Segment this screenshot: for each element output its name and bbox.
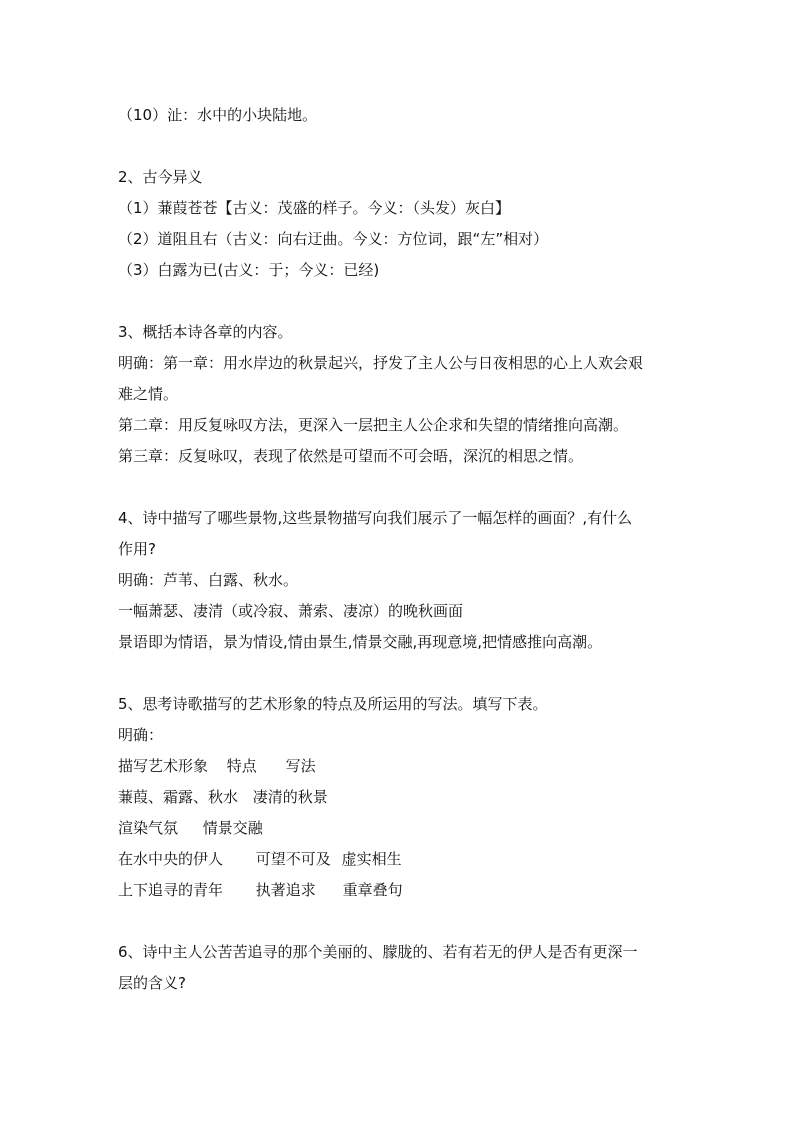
section-3-chapter-2: 第二章：用反复咏叹方法，更深入一层把主人公企求和失望的情绪推向高潮。 bbox=[118, 416, 629, 434]
table-cell: 上下追寻的青年 bbox=[118, 881, 224, 899]
section-2-item-1: （1）蒹葭苍苍【古义：茂盛的样子。今义：（头发）灰白】 bbox=[118, 199, 511, 217]
table-cell: 蒹葭、霜露、秋水 bbox=[118, 788, 239, 806]
section-2-heading: 2、古今异义 bbox=[118, 168, 203, 186]
table-header-cell: 特点 bbox=[226, 757, 257, 775]
table-row bbox=[118, 813, 688, 844]
table-header-row bbox=[118, 751, 688, 782]
table-cell: 情景交融 bbox=[202, 819, 263, 837]
table-cell: 渲染气氛 bbox=[118, 819, 179, 837]
section-6-heading-line-2: 层的含义? bbox=[118, 974, 186, 992]
paragraph-gap bbox=[118, 286, 688, 317]
table-cell: 执著追求 bbox=[255, 881, 316, 899]
section-5-answer-label: 明确： bbox=[118, 726, 164, 744]
paragraph-gap bbox=[118, 658, 688, 689]
table-cell: 虚实相生 bbox=[341, 850, 402, 868]
table-cell: 在水中央的伊人 bbox=[118, 850, 224, 868]
section-2-item-3: （3）白露为已(古义：于；今义：已经) bbox=[118, 261, 380, 279]
section-5-heading: 5、思考诗歌描写的艺术形象的特点及所运用的写法。填写下表。 bbox=[118, 695, 548, 713]
table-row bbox=[118, 782, 688, 813]
section-4-picture: 一幅萧瑟、凄清（或冷寂、萧索、凄凉）的晚秋画面 bbox=[118, 602, 464, 620]
table-header-cell: 描写艺术形象 bbox=[118, 757, 209, 775]
section-3-answer-line-2: 难之情。 bbox=[118, 385, 179, 403]
document-page bbox=[118, 100, 688, 999]
section-3-chapter-3: 第三章：反复咏叹，表现了依然是可望而不可会晤，深沉的相思之情。 bbox=[118, 447, 584, 465]
table-cell: 凄清的秋景 bbox=[252, 788, 328, 806]
section-6-heading-line-1: 6、诗中主人公苦苦追寻的那个美丽的、朦胧的、若有若无的伊人是否有更深一 bbox=[118, 943, 638, 961]
paragraph-gap bbox=[118, 472, 688, 503]
table-row bbox=[118, 844, 688, 875]
section-4-answer: 明确：芦苇、白露、秋水。 bbox=[118, 571, 299, 589]
section-3-answer-line-1: 明确：第一章：用水岸边的秋景起兴，抒发了主人公与日夜相思的心上人欢会艰 bbox=[118, 354, 644, 372]
section-4-effect: 景语即为情语，景为情设,情由景生,情景交融,再现意境,把情感推向高潮。 bbox=[118, 633, 603, 651]
section-3-heading: 3、概括本诗各章的内容。 bbox=[118, 323, 293, 341]
table-cell: 重章叠句 bbox=[342, 881, 403, 899]
table-header-cell: 写法 bbox=[285, 757, 316, 775]
paragraph-gap bbox=[118, 131, 688, 162]
section-2-item-2: （2）道阻且右（古义：向右迂曲。今义：方位词，跟“左”相对） bbox=[118, 230, 549, 248]
note-item-10: （10）沚：水中的小块陆地。 bbox=[118, 106, 318, 124]
table-row bbox=[118, 875, 688, 906]
paragraph-gap bbox=[118, 906, 688, 937]
section-4-heading-line-1: 4、诗中描写了哪些景物,这些景物描写向我们展示了一幅怎样的画面？,有什么 bbox=[118, 509, 633, 527]
table-cell: 可望不可及 bbox=[255, 850, 331, 868]
section-4-heading-line-2: 作用? bbox=[118, 540, 156, 558]
